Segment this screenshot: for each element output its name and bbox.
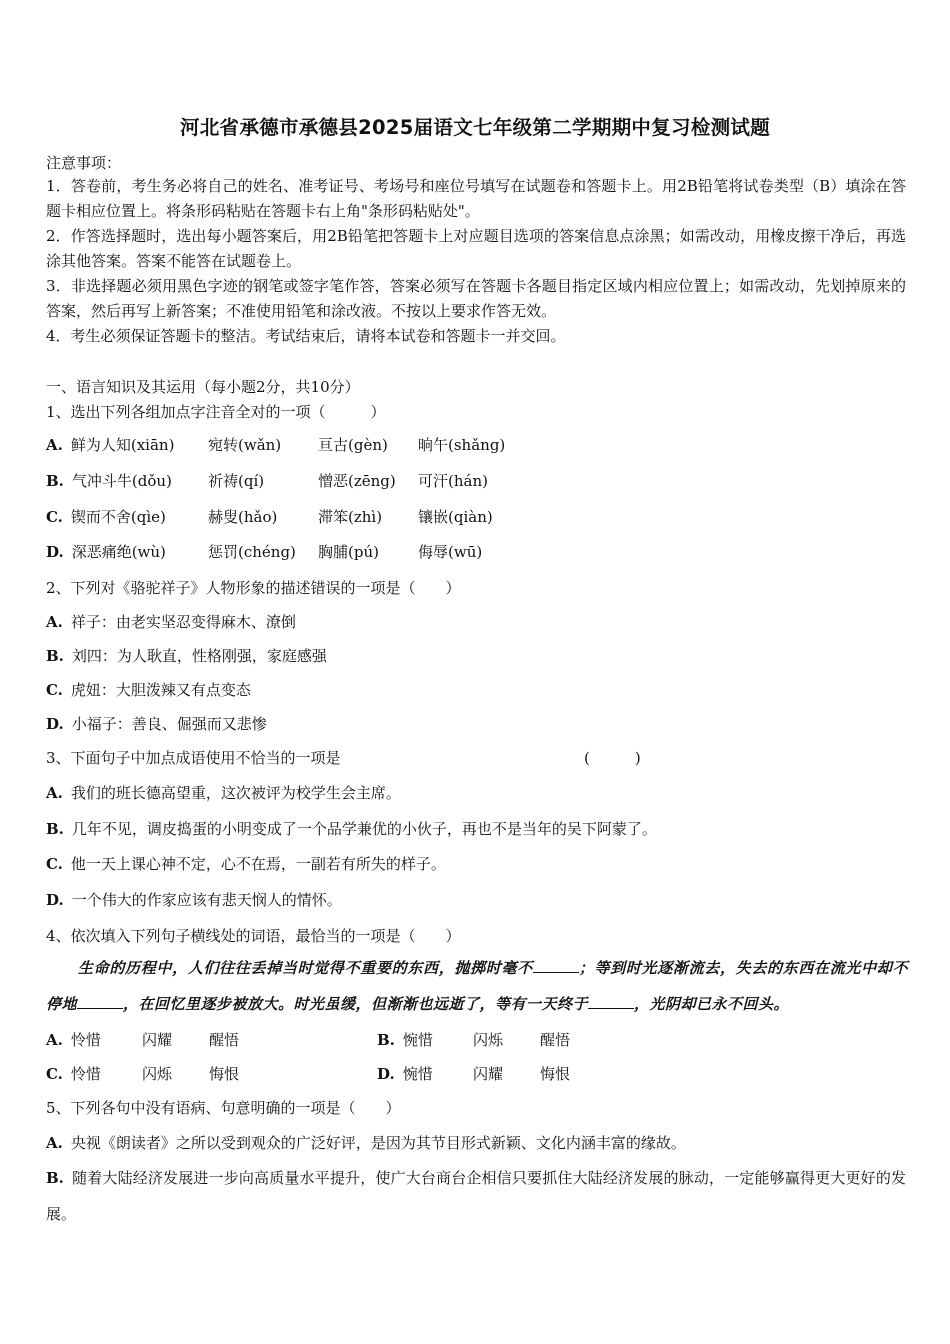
q4-option-d xyxy=(377,1063,433,1084)
question-5-stem: 5、下列各句中没有语病、句意明确的一项是（ ） xyxy=(46,1099,401,1117)
q3-option-a xyxy=(46,782,401,803)
option-item: 深恶痛绝(wù) xyxy=(71,543,166,561)
option-text: 央视《朗读者》之所以受到观众的广泛好评，是因为其节目形式新颖、文化内涵丰富的缘故。 xyxy=(70,1134,686,1152)
q3-option-c xyxy=(46,853,446,874)
option-text: 刘四：为人耿直，性格刚强，家庭感强 xyxy=(71,647,327,665)
option-label: C. xyxy=(46,855,63,873)
option-label: A. xyxy=(46,1031,63,1049)
option-item: 晌午(shǎng) xyxy=(418,436,506,454)
option-item: 憎恶(zēng) xyxy=(318,472,396,490)
option-item: 惩罚(chéng) xyxy=(208,543,296,561)
option-item: 悔恨 xyxy=(209,1065,240,1083)
answer-paren: ( ) xyxy=(584,749,641,767)
option-label: D. xyxy=(46,543,64,561)
passage-text: ；等到时光逐渐流去，失去的东西在流光中却不停地 xyxy=(46,959,908,1013)
option-item: 侮辱(wū) xyxy=(418,543,483,561)
option-item: 醒悟 xyxy=(209,1031,240,1049)
option-item: 赫叟(hǎo) xyxy=(208,508,278,526)
passage-text: 生命的历程中，人们往往丢掉当时觉得不重要的东西，抛掷时毫不 xyxy=(78,959,533,977)
option-item: 锲而不舍(qìe) xyxy=(70,508,166,526)
q4-option-a xyxy=(46,1029,101,1050)
option-label: B. xyxy=(46,647,64,665)
passage-text: ，在回忆里逐步被放大。时光虽缓，但渐渐也远逝了，等有一天终于 xyxy=(123,995,589,1013)
question-3-stem: 3、下面句子中加点成语使用不恰当的一项是 xyxy=(46,749,341,767)
notice-item-1: 1．答卷前，考生务必将自己的姓名、准考证号、考场号和座位号填写在试题卷和答题卡上。用2B铅笔将试卷类型（B）填涂在答题卡相应位置上。将条形码粘贴在答题卡右上角"条形码粘贴处"。 xyxy=(46,177,906,220)
q4-option-c xyxy=(46,1063,101,1084)
option-item: 怜惜 xyxy=(70,1065,101,1083)
option-label: C. xyxy=(46,508,63,526)
fill-blank xyxy=(77,994,123,1009)
notice-heading: 注意事项： xyxy=(46,154,122,172)
option-label: B. xyxy=(46,472,64,490)
option-item: 气冲斗牛(dǒu) xyxy=(71,472,172,490)
q1-option-d xyxy=(46,541,166,562)
option-label: B. xyxy=(46,1169,64,1187)
option-text: 随着大陆经济发展进一步向高质量水平提升，使广大台商台企相信只要抓住大陆经济发展的脉动，一定能够赢得更大更好的发展。 xyxy=(46,1169,906,1223)
q2-option-d xyxy=(46,713,267,734)
option-item: 闪烁 xyxy=(142,1065,173,1083)
option-label: B. xyxy=(377,1031,395,1049)
option-text: 虎妞：大胆泼辣又有点变态 xyxy=(70,681,251,699)
exam-title: 河北省承德市承德县2025届语文七年级第二学期期中复习检测试题 xyxy=(179,116,771,139)
q5-option-b xyxy=(46,1160,906,1232)
option-label: A. xyxy=(46,436,63,454)
fill-blank xyxy=(533,958,579,973)
question-2-stem: 2、下列对《骆驼祥子》人物形象的描述错误的一项是（ ） xyxy=(46,579,461,597)
option-item: 醒悟 xyxy=(540,1031,571,1049)
option-label: C. xyxy=(46,1065,63,1083)
option-label: C. xyxy=(46,681,63,699)
option-label: D. xyxy=(377,1065,395,1083)
option-item: 鲜为人知(xiān) xyxy=(70,436,175,454)
option-text: 几年不见，调皮捣蛋的小明变成了一个品学兼优的小伙子，再也不是当年的吴下阿蒙了。 xyxy=(71,820,657,838)
option-label: D. xyxy=(46,891,64,909)
option-label: D. xyxy=(46,715,64,733)
notice-item-4: 4．考生必须保证答题卡的整洁。考试结束后，请将本试卷和答题卡一并交回。 xyxy=(46,327,566,345)
q2-option-a xyxy=(46,611,296,632)
q5-option-a xyxy=(46,1132,686,1153)
option-item: 胸脯(pú) xyxy=(318,543,379,561)
option-label: B. xyxy=(46,820,64,838)
q4-option-b xyxy=(377,1029,433,1050)
notice-item-2: 2．作答选择题时，选出每小题答案后，用2B铅笔把答题卡上对应题目选项的答案信息点涂黑；如需改动，用橡皮擦干净后，再选涂其他答案。答案不能答在试题卷上。 xyxy=(46,227,906,270)
q2-option-b xyxy=(46,645,327,666)
option-item: 滞笨(zhì) xyxy=(318,508,383,526)
section-heading: 一、语言知识及其运用（每小题2分，共10分） xyxy=(46,378,360,396)
question-4-stem: 4、依次填入下列句子横线处的词语，最恰当的一项是（ ） xyxy=(46,927,461,945)
notice-item-3: 3．非选择题必须用黑色字迹的钢笔或签字笔作答，答案必须写在答题卡各题目指定区域内相应位置上；如需改动，先划掉原来的答案，然后再写上新答案；不准使用铅笔和涂改液。不按以上要求作答无效。 xyxy=(46,277,906,320)
option-item: 闪烁 xyxy=(473,1031,504,1049)
passage-text: ，光阴却已永不回头。 xyxy=(634,995,790,1013)
option-item: 闪耀 xyxy=(473,1065,504,1083)
option-item: 悔恨 xyxy=(540,1065,571,1083)
option-label: A. xyxy=(46,613,63,631)
option-item: 镶嵌(qiàn) xyxy=(418,508,493,526)
q3-option-b xyxy=(46,818,657,839)
q1-option-c xyxy=(46,506,166,527)
option-label: A. xyxy=(46,784,63,802)
option-text: 他一天上课心神不定，心不在焉，一副若有所失的样子。 xyxy=(70,855,446,873)
option-text: 小福子：善良、倔强而又悲惨 xyxy=(71,715,267,733)
option-item: 亘古(gèn) xyxy=(318,436,388,454)
q1-option-b xyxy=(46,470,172,491)
question-1-stem: 1、选出下列各组加点字注音全对的一项（ ） xyxy=(46,403,386,421)
option-item: 惋惜 xyxy=(402,1065,433,1083)
fill-blank xyxy=(588,994,634,1009)
q1-option-a xyxy=(46,434,174,455)
option-item: 闪耀 xyxy=(142,1031,173,1049)
option-label: A. xyxy=(46,1134,63,1152)
option-item: 怜惜 xyxy=(70,1031,101,1049)
option-text: 祥子：由老实坚忍变得麻木、潦倒 xyxy=(70,613,296,631)
option-item: 惋惜 xyxy=(402,1031,433,1049)
q4-passage xyxy=(46,950,908,1022)
option-item: 可汗(hán) xyxy=(418,472,488,490)
q2-option-c xyxy=(46,679,251,700)
option-text: 一个伟大的作家应该有悲天悯人的情怀。 xyxy=(71,891,342,909)
option-item: 宛转(wǎn) xyxy=(208,436,282,454)
q3-option-d xyxy=(46,889,342,910)
option-item: 祈祷(qí) xyxy=(208,472,265,490)
option-text: 我们的班长德高望重，这次被评为校学生会主席。 xyxy=(70,784,401,802)
